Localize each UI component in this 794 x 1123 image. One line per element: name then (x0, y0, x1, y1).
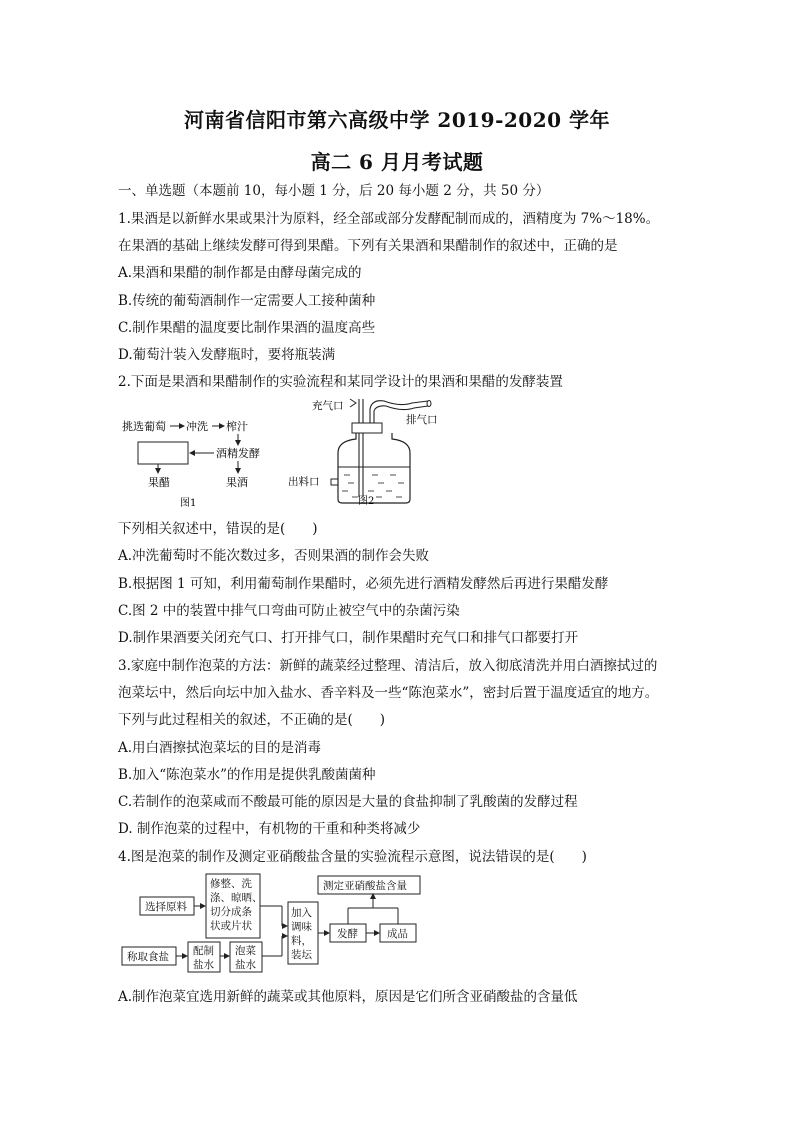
q3-stem-line2: 泡菜坛中，然后向坛中加入盐水、香辛料及一些“陈泡菜水”，密封后置于温度适宜的地方。 (118, 685, 659, 701)
flow-pickle-brine-line1: 泡菜 (235, 945, 256, 957)
q1-option-b: B.传统的葡萄酒制作一定需要人工接种菌种 (118, 293, 376, 309)
fig1-node-juice: 榨汁 (226, 420, 248, 433)
fig2-outlet-end (427, 401, 431, 407)
q3-option-a: A.用白酒擦拭泡菜坛的目的是消毒 (118, 740, 322, 756)
q3-option-d: D. 制作泡菜的过程中，有机物的干重和种类将减少 (118, 821, 421, 837)
fig1-node-wine: 果酒 (226, 476, 248, 489)
q3-option-c: C.若制作的泡菜咸而不酸最可能的原因是大量的食盐抑制了乳酸菌的发酵过程 (118, 794, 578, 810)
q1-stem-line2: 在果酒的基础上继续发酵可得到果醋。下列有关果酒和果醋制作的叙述中，正确的是 (118, 238, 618, 254)
flow-process-line1: 修整、洗 (210, 878, 252, 890)
fig2-caption: 图2 (358, 496, 375, 507)
fig2-bottle (338, 433, 410, 503)
flow-make-brine-line1: 配制 (193, 945, 214, 957)
page-title: 河南省信阳市第六高级中学 2019-2020 学年 (183, 108, 611, 132)
page-subtitle: 高二 6 月月考试题 (310, 150, 484, 174)
q4-option-a: A.制作泡菜宜选用新鲜的蔬菜或其他原料，原因是它们所含亚硝酸盐的含量低 (118, 989, 578, 1005)
q1-option-a: A.果酒和果醋的制作都是由酵母菌完成的 (118, 265, 362, 281)
flow-add-line1: 加入 (291, 907, 312, 919)
fig1-node-wash: 冲洗 (186, 420, 208, 433)
fig2-inlet-label: 充气口 (312, 400, 344, 412)
flow-weigh-salt: 称取食盐 (127, 951, 169, 963)
flow-make-brine-line2: 盐水 (193, 959, 214, 971)
fig2-discharge-port (331, 479, 338, 485)
flow-product: 成品 (387, 928, 408, 940)
fig1-node-ferment: 酒精发酵 (216, 447, 260, 460)
fig1-node-vinegar: 果醋 (148, 476, 170, 489)
q2-option-a: A.冲洗葡萄时不能次数过多，否则果酒的制作会失败 (118, 548, 430, 564)
fig1-blank-box (138, 442, 188, 464)
flow-pickle-brine-line2: 盐水 (235, 959, 256, 971)
fig1-node-select: 挑选葡萄 (122, 420, 166, 433)
flow-add-line2: 调味 (291, 921, 312, 933)
flow-process-line3: 切分成条 (210, 906, 252, 918)
q2-option-b: B.根据图 1 可知，利用葡萄制作果醋时，必须先进行酒精发酵然后再进行果醋发酵 (118, 576, 609, 592)
flow-ferment: 发酵 (337, 928, 358, 940)
q4-flowchart (118, 870, 438, 980)
section-heading: 一、单选题（本题前 10，每小题 1 分，后 20 每小题 2 分，共 50 分） (118, 183, 550, 199)
q2-figure1-flowchart (120, 395, 300, 510)
q2-option-d: D.制作果酒要关闭充气口、打开排气口，制作果醋时充气口和排气口都要打开 (118, 630, 579, 646)
q1-option-c: C.制作果醋的温度要比制作果酒的温度高些 (118, 320, 376, 336)
q3-option-b: B.加入“陈泡菜水”的作用是提供乳酸菌菌种 (118, 767, 376, 783)
flow-select-material: 选择原料 (145, 901, 187, 913)
q3-stem-line3: 下列与此过程相关的叙述，不正确的是( ) (118, 712, 386, 728)
fig2-liquid-dashes (342, 475, 404, 497)
flow-measure: 测定亚硝酸盐含量 (323, 880, 407, 892)
fig1-caption: 图1 (180, 498, 197, 509)
q1-stem-line1: 1.果酒是以新鲜水果或果汁为原料，经全部或部分发酵配制而成的，酒精度为 7%～18%。 (118, 211, 660, 227)
flow-process-line2: 涤、晾晒、 (210, 892, 263, 904)
flow-add-line3: 料， (291, 935, 312, 947)
q2-prompt: 下列相关叙述中，错误的是( ) (118, 521, 318, 537)
q3-stem-line1: 3.家庭中制作泡菜的方法：新鲜的蔬菜经过整理、清洁后，放入彻底清洗并用白酒擦拭过的 (118, 658, 658, 674)
fig2-outlet-label: 排气口 (406, 414, 438, 426)
fig2-clamp (350, 399, 356, 407)
q4-stem: 4.图是泡菜的制作及测定亚硝酸盐含量的实验流程示意图，说法错误的是( ) (118, 849, 587, 865)
q1-option-d: D.葡萄汁装入发酵瓶时，要将瓶装满 (118, 347, 336, 363)
q2-option-c: C.图 2 中的装置中排气口弯曲可防止被空气中的杂菌污染 (118, 603, 460, 619)
fig2-stopper (352, 423, 382, 433)
flow-add-line4: 装坛 (291, 949, 312, 961)
q2-figure2-apparatus (280, 393, 440, 511)
fig2-discharge-label: 出料口 (288, 476, 320, 488)
flow-process-line4: 状或片状 (210, 920, 252, 932)
q2-stem: 2.下面是果酒和果醋制作的实验流程和某同学设计的果酒和果醋的发酵装置 (118, 374, 563, 390)
